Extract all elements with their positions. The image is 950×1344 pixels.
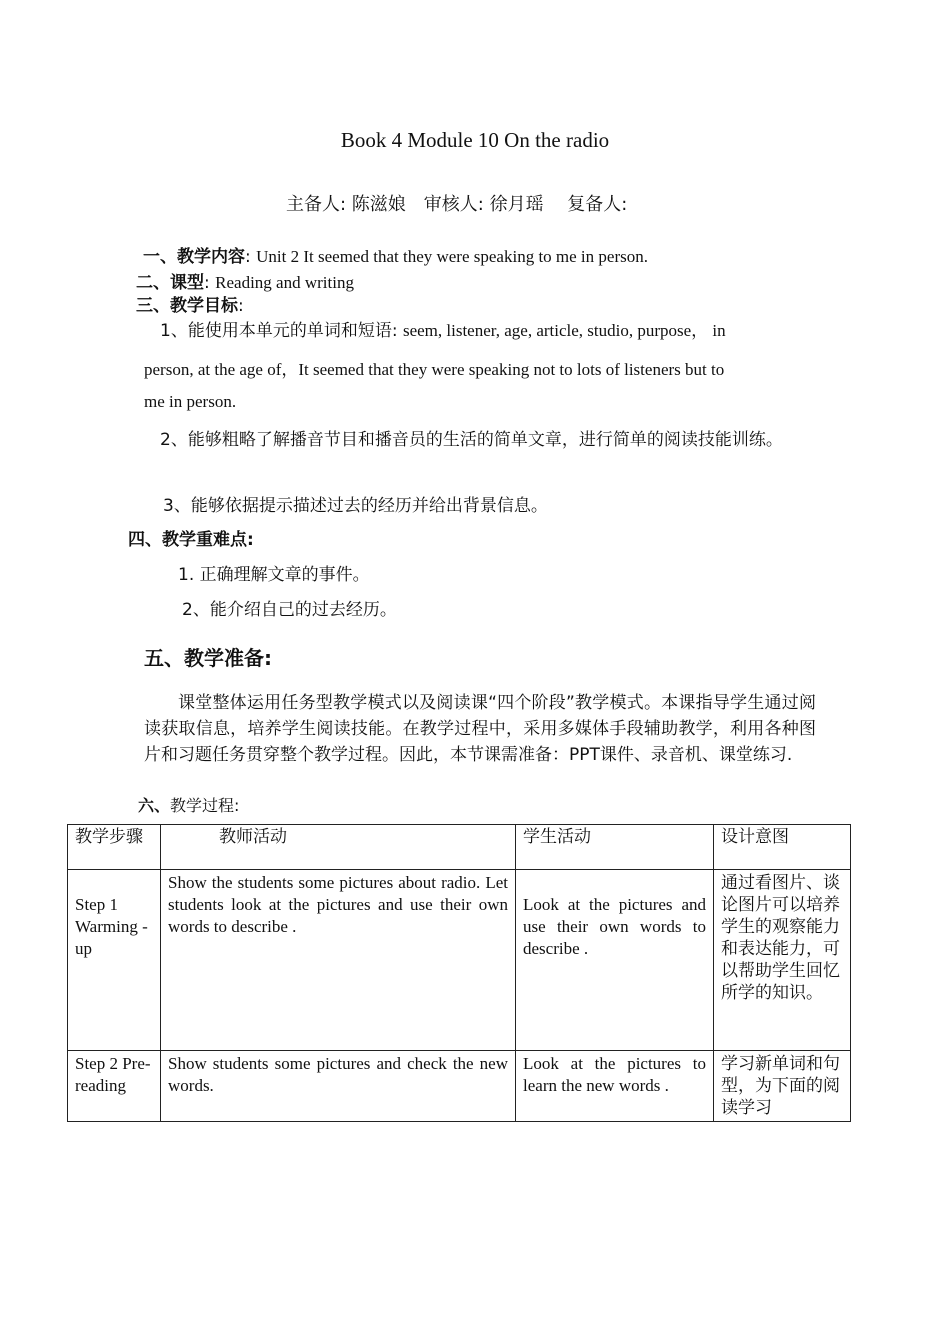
section-lesson-type: [136, 268, 354, 293]
section-text: Reading and writing: [215, 273, 354, 292]
step-cell: Step 2 Pre-reading: [68, 1051, 161, 1122]
objective-2: 2、能够粗略了解播音节目和播音员的生活的简单文章，进行简单的阅读技能训练。: [160, 430, 783, 450]
section-separator: :: [238, 296, 244, 316]
header-teacher-activity: 教师活动: [161, 825, 516, 870]
section-teaching-content: [143, 242, 648, 267]
student-activity-cell: Look at the pictures and use their own words to describe .: [516, 870, 714, 1051]
objective-3: 3、能够依据提示描述过去的经历并给出背景信息。: [163, 496, 548, 516]
section-teaching-objectives: [136, 291, 244, 316]
preparers-line: 主备人: 陈滋娘 审核人: 徐月瑶 复备人:: [286, 194, 628, 215]
section-separator: :: [204, 273, 210, 293]
header-student-activity: 学生活动: [516, 825, 714, 870]
key-point-1: 1. 正确理解文章的事件。: [178, 565, 370, 585]
page-title: Book 4 Module 10 On the radio: [340, 128, 610, 152]
key-point-2: 2、能介绍自己的过去经历。: [182, 600, 397, 620]
section-separator: :: [245, 247, 251, 267]
section-text: Unit 2 It seemed that they were speaking to me in person.: [256, 247, 648, 266]
section-teaching-process: [138, 793, 239, 816]
objective-1-words: seem, listener, age, article, studio, purpose， in: [402, 321, 726, 340]
teacher-activity-cell: Show the students some pictures about radio. Let students look at the pictures and use their own words to describe .: [161, 870, 516, 1051]
step-cell: Step 1 Warming -up: [68, 870, 161, 1051]
section-label: 一、教学内容: [143, 247, 245, 267]
teacher-activity-cell: Show students some pictures and check the new words.: [161, 1051, 516, 1122]
table-header-row: [68, 825, 851, 870]
table-row: [68, 870, 851, 1051]
section-key-points: 四、教学重难点:: [128, 530, 254, 550]
objective-1-line-1: [160, 316, 726, 341]
objective-1-prefix: 1、能使用本单元的单词和短语:: [160, 321, 403, 341]
section-label: 六、: [138, 796, 171, 815]
section-text: 教学过程:: [170, 796, 240, 815]
table-row: [68, 1051, 851, 1122]
objective-1-line-2: person, at the age of，It seemed that they were speaking not to lots of listeners but to: [144, 360, 725, 379]
objective-1-line-3: me in person.: [144, 392, 237, 411]
header-step: 教学步骤: [68, 825, 161, 870]
section-preparation: 五、教学准备:: [144, 646, 272, 670]
design-intent-cell: 学习新单词和句型，为下面的阅读学习: [714, 1051, 851, 1122]
student-activity-cell: Look at the pictures to learn the new words .: [516, 1051, 714, 1122]
preparation-paragraph: 课堂整体运用任务型教学模式以及阅读课“四个阶段”教学模式。本课指导学生通过阅读获取信息，培养学生阅读技能。在教学过程中，采用多媒体手段辅助教学，利用各种图片和习题任务贯穿整个教学过程。因此，本节课需准备：PPT课件、录音机、课堂练习.: [144, 693, 816, 765]
header-design-intent: 设计意图: [714, 825, 851, 870]
design-intent-cell: 通过看图片、谈论图片可以培养学生的观察能力和表达能力，可以帮助学生回忆所学的知识。: [714, 870, 851, 1051]
teaching-process-table: [67, 824, 851, 1122]
section-label: 二、课型: [136, 273, 204, 293]
section-label: 三、教学目标: [136, 296, 238, 316]
